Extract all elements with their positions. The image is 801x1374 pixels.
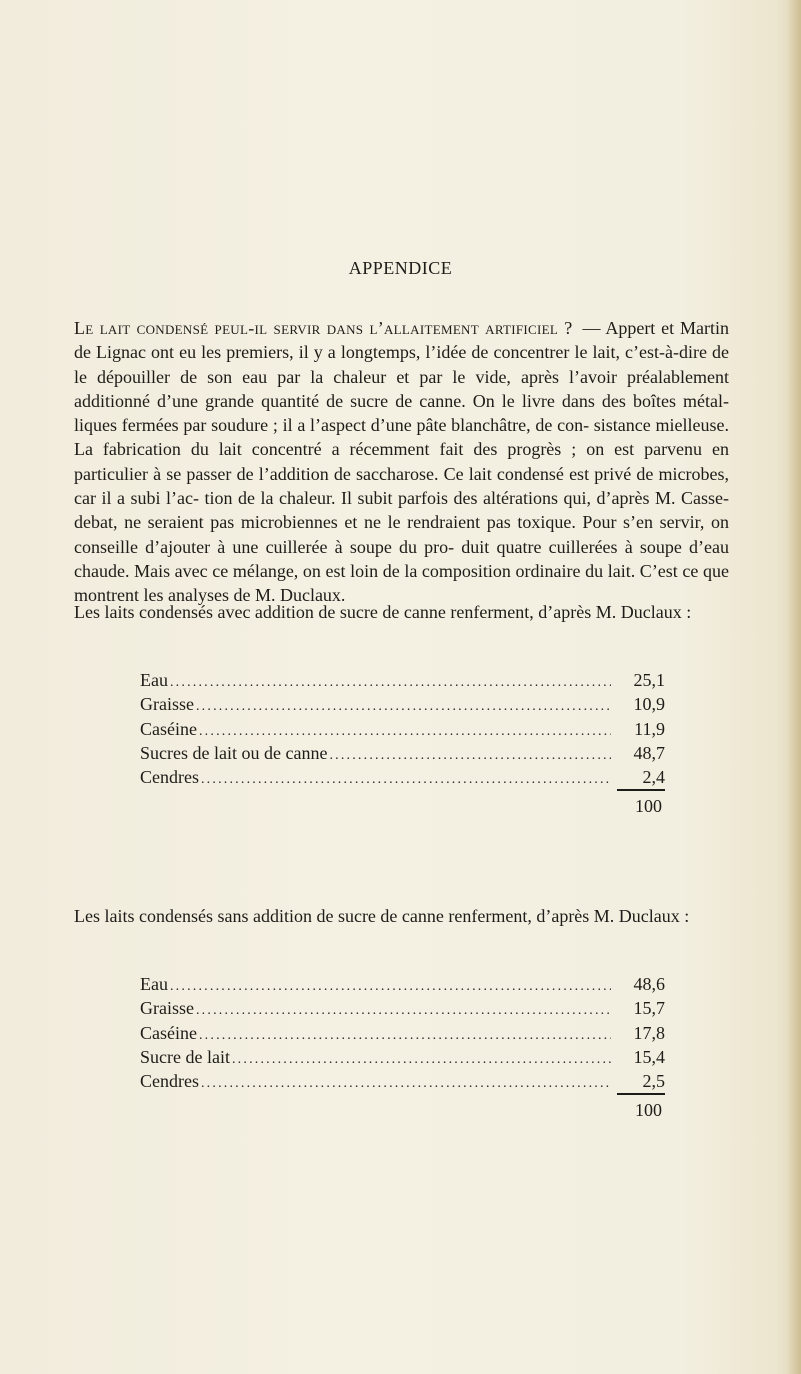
dot-leader xyxy=(196,999,611,1023)
dot-leader xyxy=(201,768,611,792)
table-total: 100 xyxy=(635,796,662,817)
running-title: APPENDICE xyxy=(348,258,453,278)
page-edge-shadow xyxy=(787,0,801,1374)
table-row xyxy=(140,1069,665,1093)
table-row xyxy=(140,1021,665,1045)
dot-leader xyxy=(170,975,611,999)
row-value: 25,1 xyxy=(633,670,665,690)
section-lead-heading: Le lait condensé peul-il servir dans l’allaitement artificiel ? xyxy=(74,318,573,338)
table-row xyxy=(140,717,665,741)
row-label: Caséine xyxy=(140,1022,197,1043)
table-row xyxy=(140,692,665,716)
row-label: Eau xyxy=(140,670,168,690)
row-value: 2,5 xyxy=(617,1069,665,1095)
row-label: Caséine xyxy=(140,718,197,739)
composition-table-with-sugar xyxy=(140,668,665,821)
row-label: Graisse xyxy=(140,998,194,1019)
row-value: 2,4 xyxy=(617,765,665,791)
composition-table-without-sugar xyxy=(140,972,665,1125)
table-row xyxy=(140,1045,665,1069)
table-row xyxy=(140,972,665,996)
paragraph-body: Appert et Martin de Lignac ont eu les premiers, il y a longtemps, l’idée de concentrer le lait, c’est-à-dire de le dépouiller de son eau par la chaleur et par le vide, après l’avoir préalablement additionné d’une grande quantité de sucre de canne. On le livre dans des boîtes métal- liques fermées par soudure ; il a l’aspect d’une pâte blanchâtre, de con- sistance mielleuse. La fabrication du lait concentré a récemment fait des progrès ; on est parvenu en particulier à se passer de l’addition de saccharose. Ce lait condensé est privé de microbes, car il a subi l’ac- tion de la chaleur. Il subit parfois des altérations qui, d’après M. Casse- debat, ne seraient pas microbiennes et ne le rendraient pas toxique. Pour s’en servir, on conseille d’ajouter à une cuillerée à soupe du pro- duit quatre cuillerées à soupe d’eau chaude. Mais avec ce mélange, on est loin de la composition ordinaire du lait. C’est ce que montrent les analyses de M. Duclaux. xyxy=(74,318,730,606)
table-row xyxy=(140,741,665,765)
row-value: 15,4 xyxy=(633,1046,665,1067)
dot-leader xyxy=(329,744,611,768)
row-value: 11,9 xyxy=(634,718,665,739)
table-row xyxy=(140,765,665,789)
dot-leader xyxy=(170,671,611,695)
paragraph-without-cane-sugar: Les laits condensés sans addition de sucre de canne renferment, d’après M. Duclaux : xyxy=(74,906,690,926)
row-label: Cendres xyxy=(140,1071,199,1092)
row-value: 17,8 xyxy=(633,1022,665,1043)
table-row xyxy=(140,668,665,692)
row-value: 10,9 xyxy=(633,694,665,715)
row-label: Sucres de lait ou de canne xyxy=(140,742,328,763)
row-label: Graisse xyxy=(140,694,194,715)
row-value: 48,7 xyxy=(633,742,665,763)
paragraph-condensed-milk-intro xyxy=(74,316,729,608)
heading-dash: — xyxy=(582,318,601,338)
row-label: Cendres xyxy=(140,767,199,788)
row-label: Eau xyxy=(140,974,168,994)
row-value: 15,7 xyxy=(633,998,665,1019)
table-total: 100 xyxy=(635,1100,662,1121)
row-value: 48,6 xyxy=(633,974,665,994)
dot-leader xyxy=(196,695,611,719)
table-row xyxy=(140,996,665,1020)
dot-leader xyxy=(199,1024,611,1048)
dot-leader xyxy=(232,1048,611,1072)
paragraph-with-cane-sugar: Les laits condensés avec addition de sucre de canne renferment, d’après M. Duclaux : xyxy=(74,602,692,622)
dot-leader xyxy=(201,1072,611,1096)
row-label: Sucre de lait xyxy=(140,1046,230,1067)
